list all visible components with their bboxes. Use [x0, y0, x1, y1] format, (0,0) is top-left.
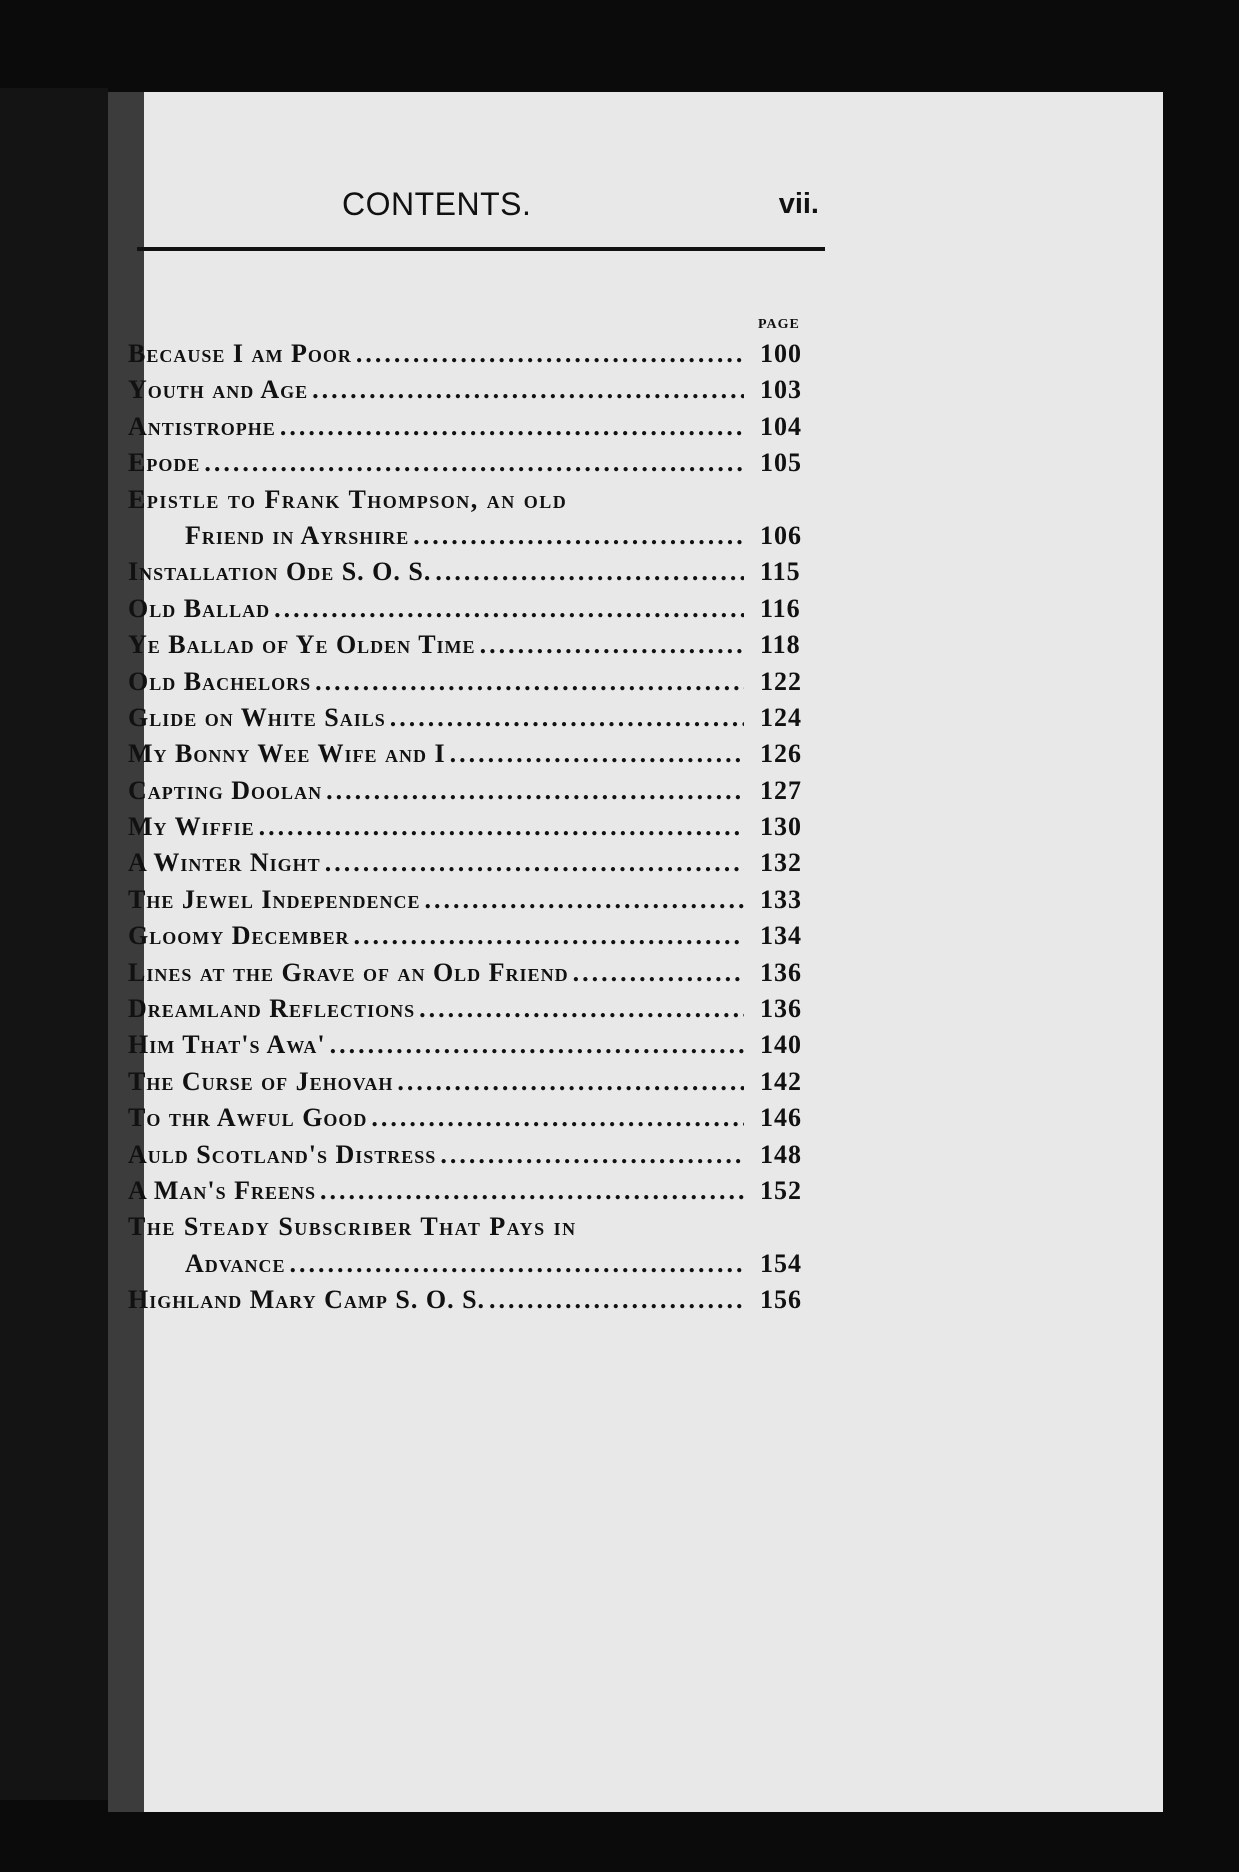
- dot-leader: [312, 372, 744, 408]
- dot-leader: [573, 955, 744, 991]
- dot-leader: [315, 664, 744, 700]
- dot-leader: [413, 518, 744, 554]
- toc-entry: [128, 918, 828, 954]
- toc-entry: [128, 882, 828, 918]
- table-of-contents: [128, 336, 828, 1319]
- toc-entry-title: Old Bachelors: [128, 666, 312, 696]
- toc-entry: [128, 1137, 828, 1173]
- dot-leader: [450, 736, 744, 772]
- toc-entry-page-number: 136: [760, 957, 802, 987]
- toc-entry-page-number: 148: [760, 1139, 802, 1169]
- dot-leader: [489, 1282, 744, 1318]
- toc-entry: [128, 445, 828, 481]
- toc-entry: [128, 518, 828, 554]
- toc-entry-page-number: 122: [760, 666, 802, 696]
- dot-leader: [280, 409, 744, 445]
- toc-entry: [128, 809, 828, 845]
- toc-entry-page-number: 140: [760, 1030, 802, 1060]
- toc-entry-page-number: 133: [760, 884, 802, 914]
- toc-entry-title: Youth and Age: [128, 375, 309, 405]
- toc-entry-title: The Jewel Independence: [128, 884, 421, 914]
- toc-entry-page-number: 132: [760, 848, 802, 878]
- toc-entry-title: Dreamland Reflections: [128, 994, 416, 1024]
- toc-entry-page-number: 136: [760, 994, 802, 1024]
- header-rule: [137, 247, 825, 251]
- toc-entry-title: Gloomy December: [128, 921, 350, 951]
- folio: vii.: [778, 188, 819, 220]
- toc-entry-page-number: 124: [760, 702, 802, 732]
- page-column-label: PAGE: [758, 317, 800, 332]
- toc-entry-page-number: 104: [760, 411, 802, 441]
- toc-entry-title: Old Ballad: [128, 593, 271, 623]
- running-title: CONTENTS.: [342, 186, 532, 222]
- toc-entry-title: Epode: [128, 448, 201, 478]
- toc-entry: [128, 736, 828, 772]
- dot-leader: [274, 591, 744, 627]
- toc-entry-title: Ye Ballad of Ye Olden Time: [128, 630, 476, 660]
- toc-entry: [128, 1027, 828, 1063]
- toc-entry: [128, 627, 828, 663]
- toc-entry: [128, 773, 828, 809]
- toc-entry-page-number: 103: [760, 375, 802, 405]
- toc-entry-page-number: 126: [760, 739, 802, 769]
- toc-entry-title: Capting Doolan: [128, 775, 323, 805]
- dot-leader: [356, 336, 744, 372]
- dot-leader: [425, 882, 745, 918]
- toc-entry-page-number: 152: [760, 1175, 802, 1205]
- toc-entry-page-number: 146: [760, 1103, 802, 1133]
- running-header: [137, 186, 827, 236]
- toc-entry: [128, 591, 828, 627]
- toc-entry-page-number: 142: [760, 1066, 802, 1096]
- dot-leader: [440, 1137, 744, 1173]
- toc-entry: [128, 664, 828, 700]
- toc-entry: [128, 482, 828, 518]
- dot-leader: [330, 1027, 744, 1063]
- toc-entry-title: Antistrophe: [128, 411, 276, 441]
- toc-entry: [128, 1282, 828, 1318]
- toc-entry: [128, 336, 828, 372]
- toc-entry-page-number: 154: [760, 1248, 802, 1278]
- toc-entry-title: Epistle to Frank Thompson, an old: [128, 484, 568, 514]
- toc-entry-title: My Wiffie: [128, 812, 255, 842]
- toc-entry: [128, 955, 828, 991]
- toc-entry-title: Highland Mary Camp S. O. S.: [128, 1285, 486, 1315]
- toc-entry-page-number: 118: [760, 630, 801, 660]
- dot-leader: [480, 627, 744, 663]
- dot-leader: [204, 445, 744, 481]
- toc-entry: [128, 1100, 828, 1136]
- toc-entry-page-number: 100: [760, 339, 802, 368]
- toc-entry-title: The Steady Subscriber That Pays in: [128, 1212, 577, 1242]
- toc-entry-title: Lines at the Grave of an Old Friend: [128, 957, 569, 987]
- toc-entry-page-number: 106: [760, 520, 802, 550]
- dot-leader: [371, 1100, 744, 1136]
- dot-leader: [325, 845, 744, 881]
- toc-entry-page-number: 156: [760, 1285, 802, 1315]
- toc-entry: [128, 1064, 828, 1100]
- toc-entry-page-number: 127: [760, 775, 802, 805]
- dot-leader: [354, 918, 744, 954]
- toc-entry-title: To thr Awful Good: [128, 1103, 368, 1133]
- dot-leader: [390, 700, 744, 736]
- toc-entry-page-number: 105: [760, 448, 802, 478]
- toc-entry: [128, 1209, 828, 1245]
- toc-entry: [128, 1246, 828, 1282]
- dot-leader: [320, 1173, 744, 1209]
- dot-leader: [326, 773, 744, 809]
- toc-entry-title: Glide on White Sails: [128, 702, 386, 732]
- toc-entry: [128, 1173, 828, 1209]
- dot-leader: [259, 809, 744, 845]
- dot-leader: [435, 554, 744, 590]
- toc-entry: [128, 372, 828, 408]
- toc-entry-page-number: 115: [760, 557, 801, 587]
- toc-entry-title: Him That's Awa': [128, 1030, 326, 1060]
- scan-background-strip: [0, 88, 108, 1800]
- toc-entry: [128, 409, 828, 445]
- toc-entry-title: Installation Ode S. O. S.: [128, 557, 432, 587]
- toc-entry: [128, 554, 828, 590]
- toc-entry-title: Because I am Poor: [128, 339, 352, 368]
- toc-entry-title: Friend in Ayrshire: [185, 520, 410, 550]
- dot-leader: [289, 1246, 744, 1282]
- toc-entry: [128, 845, 828, 881]
- toc-entry-title: Advance: [185, 1248, 286, 1278]
- toc-entry-title: A Man's Freens: [128, 1175, 317, 1205]
- toc-entry: [128, 700, 828, 736]
- dot-leader: [397, 1064, 744, 1100]
- dot-leader: [419, 991, 744, 1027]
- toc-entry-page-number: 134: [760, 921, 802, 951]
- toc-entry-title: My Bonny Wee Wife and I: [128, 739, 446, 769]
- toc-entry-page-number: 116: [760, 593, 801, 623]
- toc-entry-title: Auld Scotland's Distress: [128, 1139, 437, 1169]
- toc-entry-title: The Curse of Jehovah: [128, 1066, 394, 1096]
- toc-entry: [128, 991, 828, 1027]
- toc-entry-title: A Winter Night: [128, 848, 321, 878]
- toc-entry-page-number: 130: [760, 812, 802, 842]
